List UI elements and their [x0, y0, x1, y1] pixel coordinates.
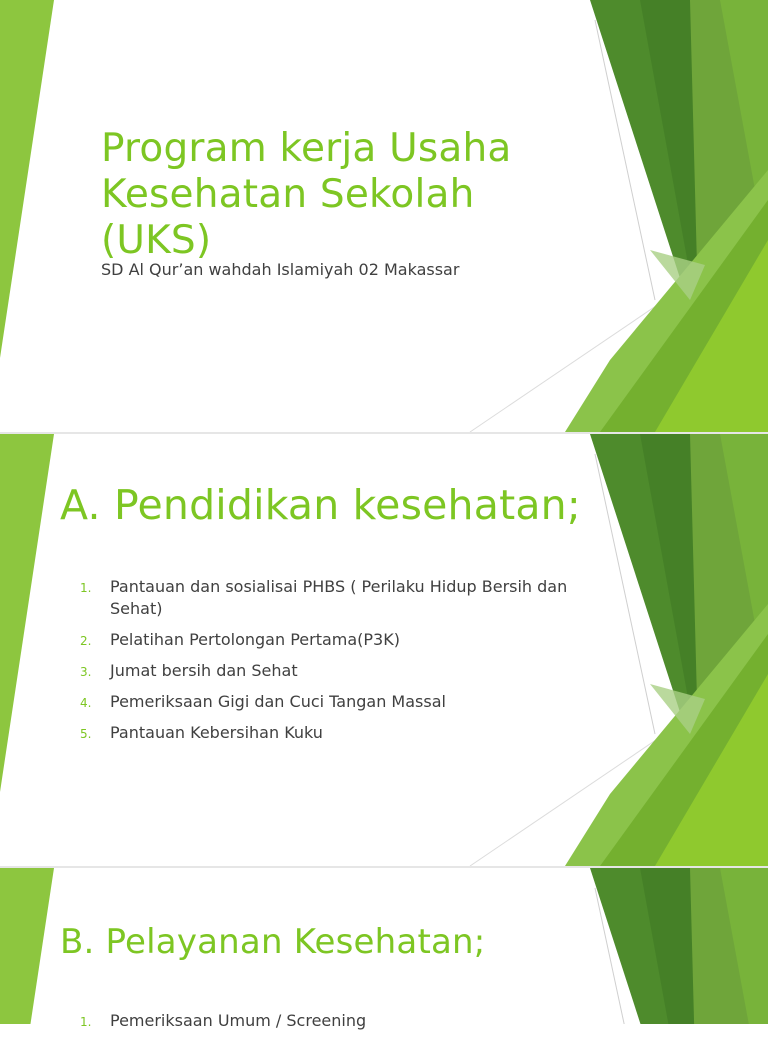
- slide-subtitle: SD Al Qur’an wahdah Islamiyah 02 Makassar: [101, 260, 460, 279]
- list-item-text: Pantauan dan sosialisai PHBS ( Perilaku Hidup Bersih dan Sehat): [110, 577, 568, 618]
- list-item: [80, 691, 570, 713]
- slide-title: Program kerja Usaha Kesehatan Sekolah (UKS): [101, 126, 512, 263]
- slide-title: B. Pelayanan Kesehatan;: [60, 922, 486, 962]
- list-item-text: Pantauan Kebersihan Kuku: [110, 723, 323, 742]
- list-item-text: Pemeriksaan Umum / Screening: [110, 1011, 367, 1030]
- list-number: 3.: [80, 665, 92, 679]
- list-item-text: Pelatihan Pertolongan Pertama(P3K): [110, 630, 400, 649]
- slide-title: A. Pendidikan kesehatan;: [60, 481, 581, 529]
- list-item: [80, 722, 570, 744]
- list-number: 2.: [80, 634, 92, 648]
- list-item: [80, 1010, 570, 1032]
- bullet-list: [80, 576, 570, 753]
- slide-1: [0, 0, 768, 432]
- list-item-text: Jumat bersih dan Sehat: [110, 661, 298, 680]
- list-item: [80, 660, 570, 682]
- list-number: 4.: [80, 696, 92, 710]
- list-item: [80, 576, 570, 620]
- list-number: 1.: [80, 1015, 92, 1029]
- list-item: [80, 629, 570, 651]
- bullet-list: [80, 1010, 570, 1041]
- list-number: 1.: [80, 581, 92, 595]
- list-item-text: Pemeriksaan Gigi dan Cuci Tangan Massal: [110, 692, 446, 711]
- list-number: 5.: [80, 727, 92, 741]
